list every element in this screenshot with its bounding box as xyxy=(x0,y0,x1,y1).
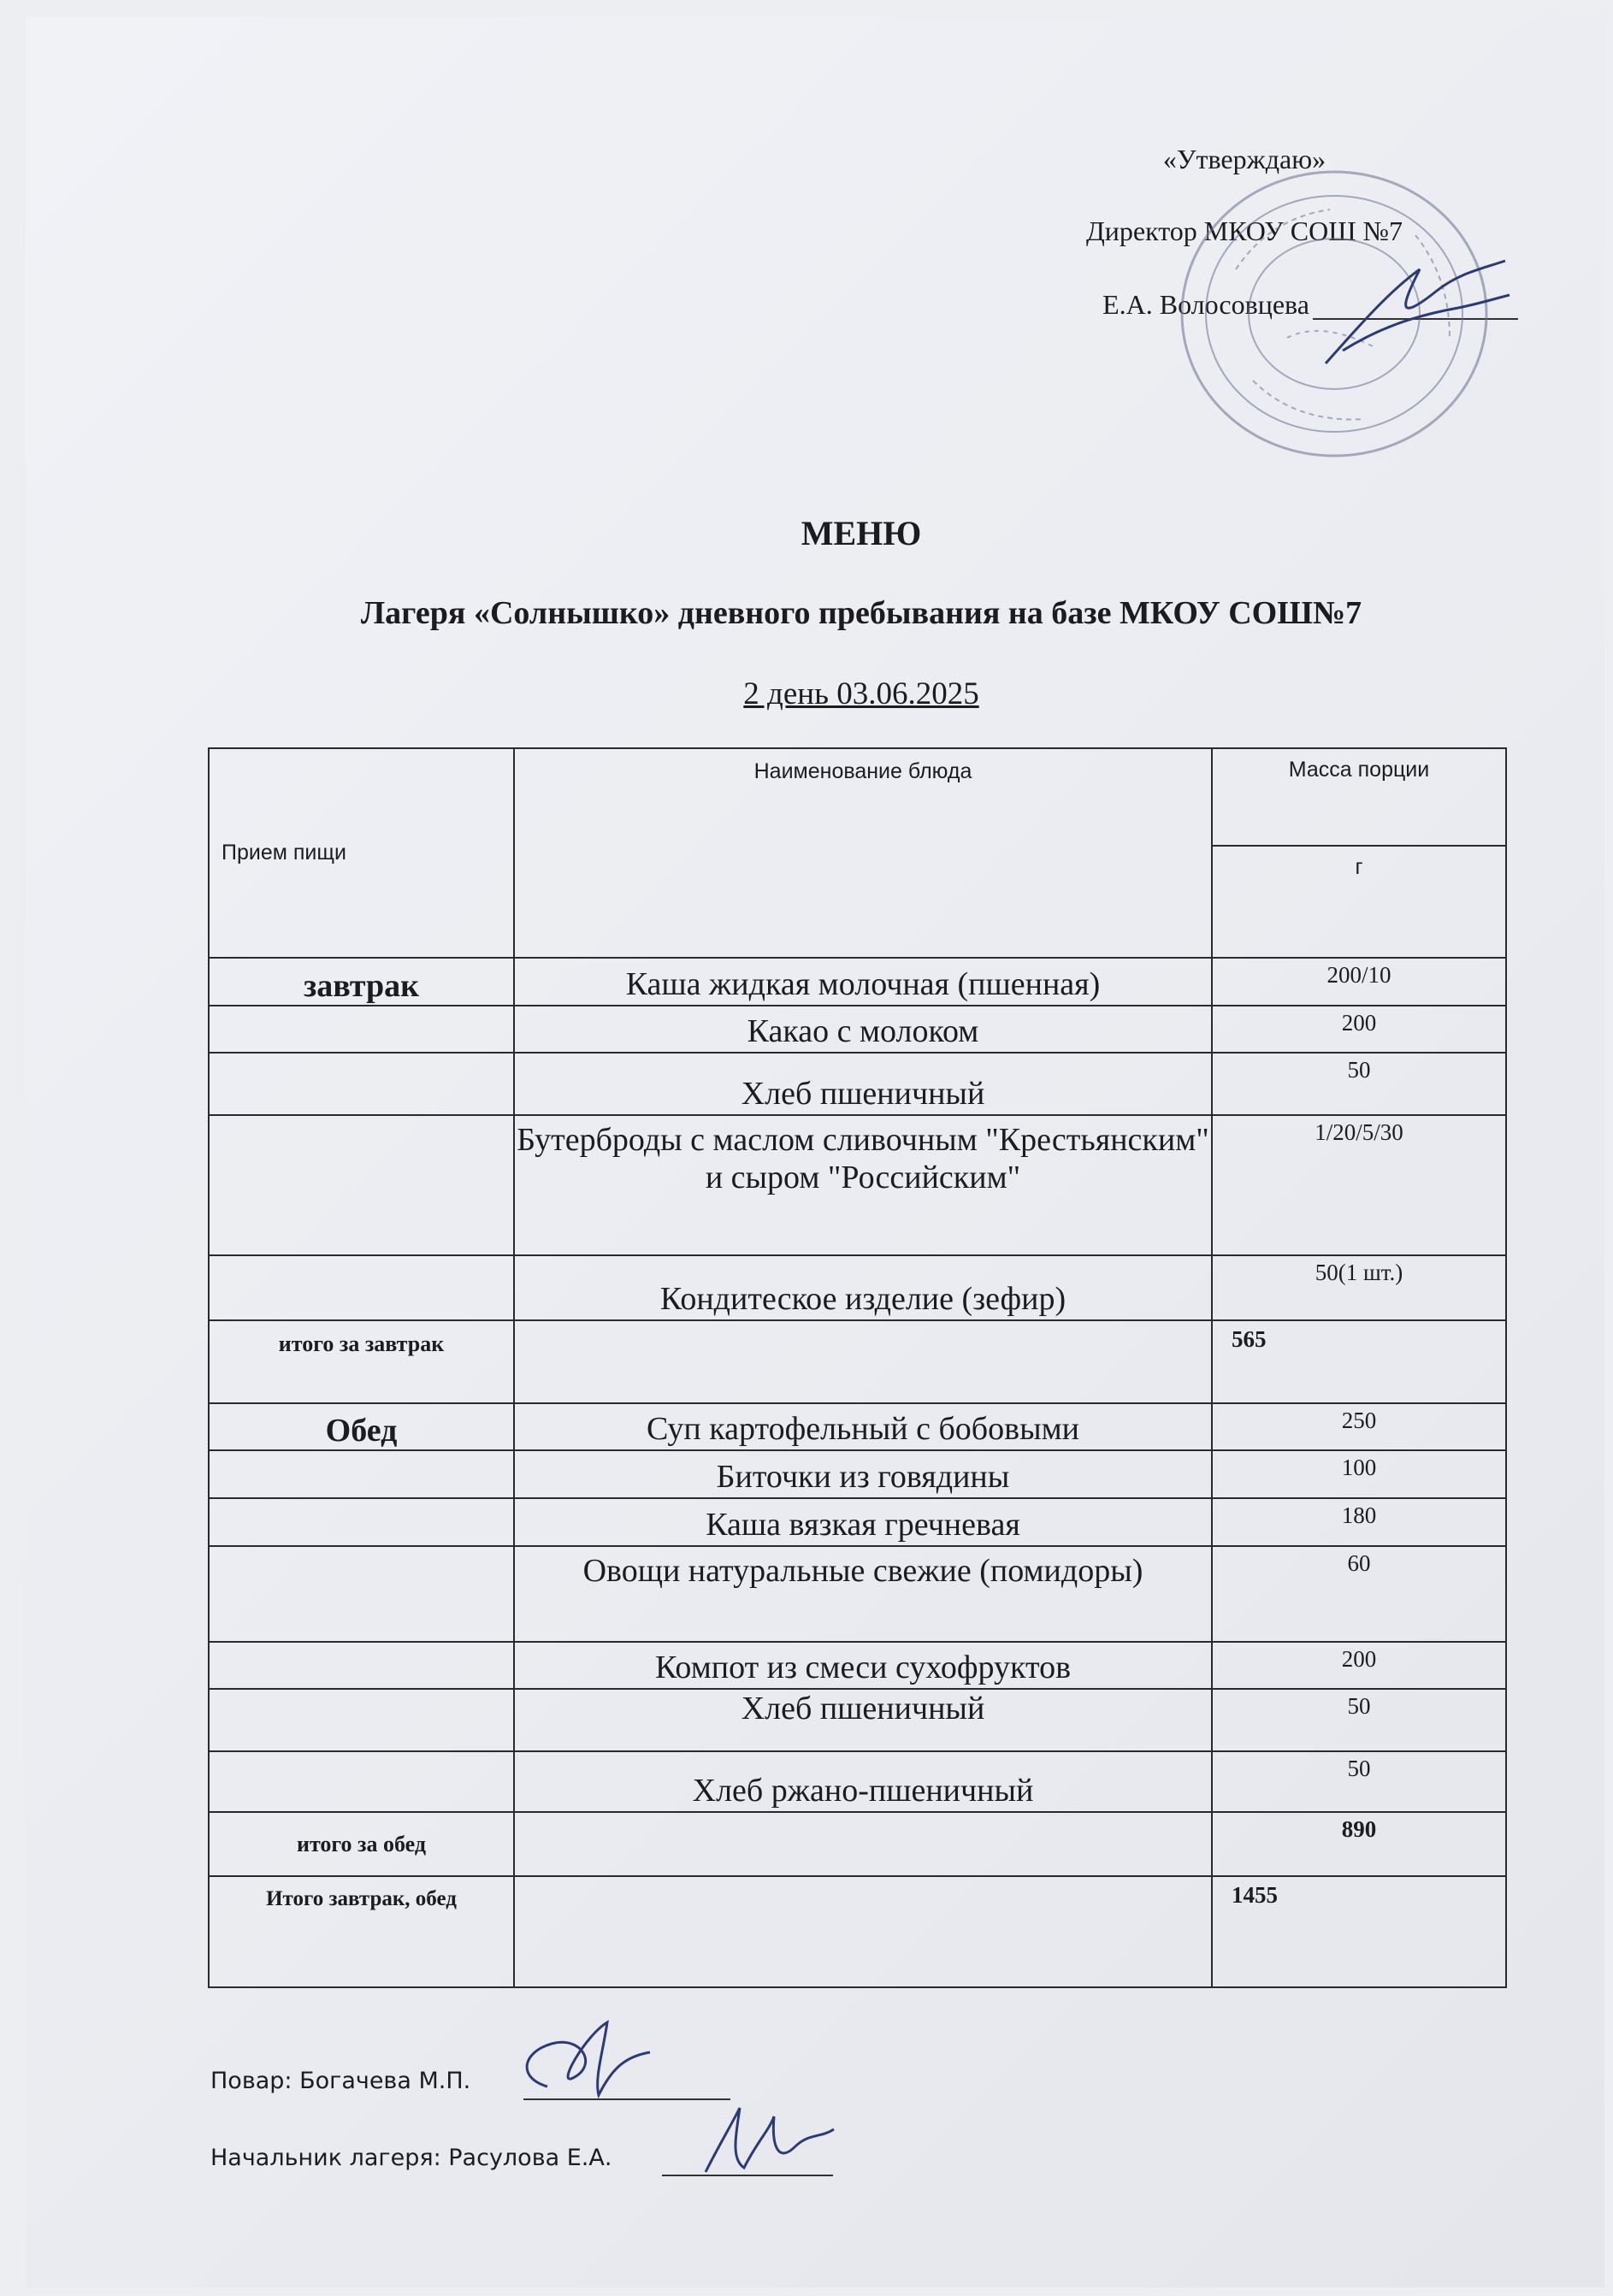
lunch-total-value: 890 xyxy=(1212,1812,1506,1876)
cook-signature xyxy=(513,2018,667,2104)
dish-mass: 200 xyxy=(1212,1642,1506,1689)
menu-table xyxy=(208,747,1507,1988)
dish-mass: 60 xyxy=(1212,1546,1506,1642)
meal-empty-cell xyxy=(209,1006,514,1053)
dish-mass: 200 xyxy=(1212,1006,1506,1053)
meal-empty-cell xyxy=(209,1546,514,1642)
dish-name: Какао с молоком xyxy=(514,1006,1212,1053)
page-title: МЕНЮ xyxy=(801,514,922,552)
table-row xyxy=(209,1689,1506,1751)
total-empty-cell xyxy=(514,1876,1212,1987)
head-signature xyxy=(693,2099,838,2185)
breakfast-total-label: итого за завтрак xyxy=(209,1320,514,1403)
header-meal: Прием пищи xyxy=(209,748,514,958)
dish-name: Овощи натуральные свежие (помидоры) xyxy=(514,1546,1212,1642)
meal-lunch-label: Обед xyxy=(209,1403,514,1450)
meal-empty-cell xyxy=(209,1751,514,1812)
dish-mass: 180 xyxy=(1212,1498,1506,1546)
table-row xyxy=(209,958,1506,1006)
total-empty-cell xyxy=(514,1320,1212,1403)
dish-name: Хлеб пшеничный xyxy=(514,1053,1212,1115)
cook-signature-line xyxy=(210,2068,470,2094)
table-row xyxy=(209,1546,1506,1642)
table-row xyxy=(209,1403,1506,1450)
dish-name: Кондитеское изделие (зефир) xyxy=(514,1255,1212,1320)
table-row xyxy=(209,1006,1506,1053)
meal-empty-cell xyxy=(209,1498,514,1546)
meal-empty-cell xyxy=(209,1450,514,1498)
lunch-total-label: итого за обед xyxy=(209,1812,514,1876)
table-header-row xyxy=(209,748,1506,846)
dish-name: Биточки из говядины xyxy=(514,1450,1212,1498)
table-row xyxy=(209,1255,1506,1320)
director-signature xyxy=(1309,257,1514,376)
menu-date-text: 2 день 03.06.2025 xyxy=(743,676,979,711)
dish-name: Каша жидкая молочная (пшенная) xyxy=(514,958,1212,1006)
head-name: Начальник лагеря: Расулова Е.А. xyxy=(210,2145,612,2171)
approval-name: Е.А. Волосовцева xyxy=(1102,289,1309,320)
approval-heading: «Утверждаю» xyxy=(1162,144,1326,174)
lunch-total-row xyxy=(209,1812,1506,1876)
dish-mass: 50 xyxy=(1212,1751,1506,1812)
dish-name: Хлеб пшеничный xyxy=(514,1689,1212,1751)
dish-name: Компот из смеси сухофруктов xyxy=(514,1642,1212,1689)
dish-mass: 1/20/5/30 xyxy=(1212,1115,1506,1255)
header-dish: Наименование блюда xyxy=(514,748,1212,958)
approval-position: Директор МКОУ СОШ №7 xyxy=(1085,215,1403,246)
meal-empty-cell xyxy=(209,1115,514,1255)
meal-breakfast-label: завтрак xyxy=(209,958,514,1006)
page-subtitle: Лагеря «Солнышко» дневного пребывания на базе МКОУ СОШ№7 xyxy=(360,595,1362,631)
breakfast-total-row xyxy=(209,1320,1506,1403)
dish-name: Каша вязкая гречневая xyxy=(514,1498,1212,1546)
dish-name: Бутерброды с маслом сливочным "Крестьянским" и сыром "Российским" xyxy=(514,1115,1212,1255)
meal-empty-cell xyxy=(209,1689,514,1751)
table-row xyxy=(209,1498,1506,1546)
breakfast-total-value: 565 xyxy=(1212,1320,1506,1403)
meal-empty-cell xyxy=(209,1255,514,1320)
table-row xyxy=(209,1751,1506,1812)
header-mass: Масса порции xyxy=(1212,748,1506,846)
dish-mass: 250 xyxy=(1212,1403,1506,1450)
dish-mass: 50 xyxy=(1212,1689,1506,1751)
table-row xyxy=(209,1450,1506,1498)
head-signature-line xyxy=(210,2145,612,2171)
menu-date xyxy=(0,676,1613,712)
meal-empty-cell xyxy=(209,1053,514,1115)
header-unit: г xyxy=(1212,846,1506,958)
grand-total-label: Итого завтрак, обед xyxy=(209,1876,514,1987)
dish-mass: 100 xyxy=(1212,1450,1506,1498)
table-row xyxy=(209,1053,1506,1115)
total-empty-cell xyxy=(514,1812,1212,1876)
dish-name: Хлеб ржано-пшеничный xyxy=(514,1751,1212,1812)
table-row xyxy=(209,1115,1506,1255)
dish-mass: 50(1 шт.) xyxy=(1212,1255,1506,1320)
grand-total-row xyxy=(209,1876,1506,1987)
grand-total-value: 1455 xyxy=(1212,1876,1506,1987)
meal-empty-cell xyxy=(209,1642,514,1689)
dish-mass: 50 xyxy=(1212,1053,1506,1115)
dish-mass: 200/10 xyxy=(1212,958,1506,1006)
dish-name: Суп картофельный с бобовыми xyxy=(514,1403,1212,1450)
table-row xyxy=(209,1642,1506,1689)
cook-name: Повар: Богачева М.П. xyxy=(210,2068,471,2094)
